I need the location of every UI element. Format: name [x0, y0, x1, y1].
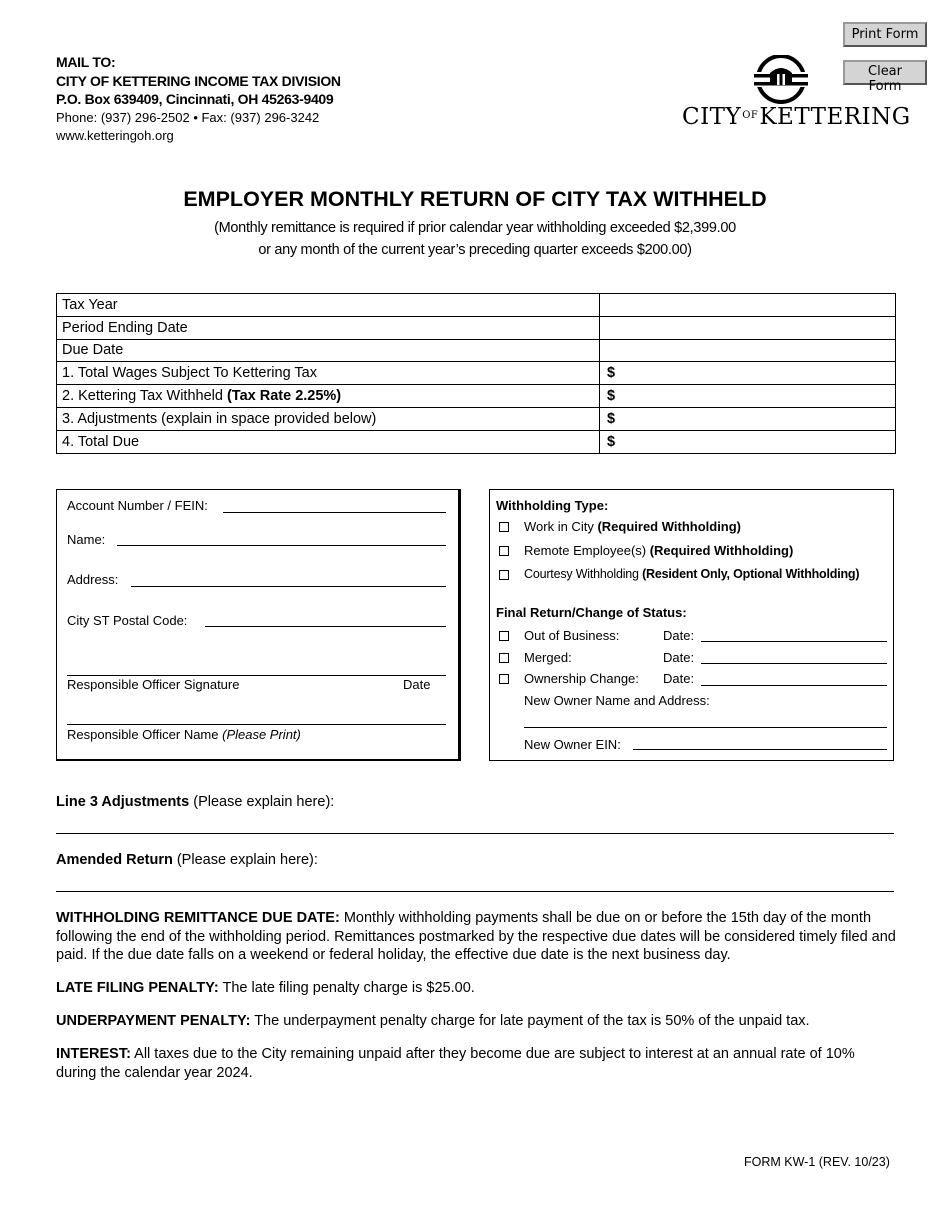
logo-city: CITY [682, 104, 742, 130]
row-label: 4. Total Due [57, 430, 600, 453]
out-of-business-checkbox[interactable] [499, 631, 509, 641]
remittance-due-date-note: WITHHOLDING REMITTANCE DUE DATE: Monthly withholding payments shall be due on or before the 15th day of the month following the end of the withholding period. Remittances postmarked by the respective due dates will be considered timely filed and paid. If the due date falls on a weekend or federal holiday, the effective due date is the next business day. [56, 910, 896, 963]
row-label: 2. Kettering Tax Withheld (Tax Rate 2.25%) [57, 385, 600, 408]
table-row [57, 362, 896, 385]
table-row [57, 316, 896, 339]
table-row [57, 385, 896, 408]
final-return-header: Final Return/Change of Status: [496, 605, 687, 620]
tax-summary-table [56, 293, 896, 454]
currency-sign: $ [607, 410, 616, 427]
city-input[interactable] [205, 626, 446, 627]
remote-employee-checkbox[interactable] [499, 546, 509, 556]
interest-note: INTEREST: All taxes due to the City remaining unpaid after they become due are subject to interest at an annual rate of 10% during the calendar year 2024. [56, 1046, 855, 1081]
amended-return-input[interactable] [56, 891, 894, 892]
mail-address: P.O. Box 639409, Cincinnati, OH 45263-9409 [56, 91, 334, 107]
signature-label: Responsible Officer Signature [67, 677, 240, 692]
logo-kettering: KETTERING [759, 104, 911, 130]
clear-form-button[interactable]: Clear Form [843, 60, 927, 85]
row-label: Due Date [57, 339, 600, 362]
ownership-change-date-label: Date: [663, 671, 695, 686]
currency-sign: $ [607, 365, 616, 382]
underpayment-penalty-note: UNDERPAYMENT PENALTY: The underpayment penalty charge for late payment of the tax is 50% of the unpaid tax. [56, 1013, 810, 1029]
remote-employee-label: Remote Employee(s) (Required Withholding) [524, 543, 794, 558]
period-ending-input[interactable] [600, 316, 896, 339]
merged-date-input[interactable] [701, 663, 887, 664]
row-label: 1. Total Wages Subject To Kettering Tax [57, 362, 600, 385]
officer-name-input[interactable] [67, 724, 446, 725]
line3-adjustments-input[interactable] [56, 833, 894, 834]
work-in-city-checkbox[interactable] [499, 522, 509, 532]
total-wages-input[interactable] [600, 362, 896, 385]
withholding-type-header: Withholding Type: [496, 498, 609, 513]
mail-to-block [56, 53, 341, 146]
name-input[interactable] [117, 545, 446, 546]
city-label: City ST Postal Code: [67, 613, 188, 628]
mail-org: CITY OF KETTERING INCOME TAX DIVISION [56, 72, 341, 89]
withholding-status-box [489, 489, 894, 761]
late-filing-penalty-note: LATE FILING PENALTY: The late filing penalty charge is $25.00. [56, 980, 475, 996]
mail-phone: Phone: (937) 296-2502 • Fax: (937) 296-3242 [56, 109, 320, 125]
name-label: Name: [67, 532, 106, 547]
table-row [57, 407, 896, 430]
courtesy-withholding-label: Courtesy Withholding (Resident Only, Optional Withholding) [524, 567, 860, 581]
adjustments-input[interactable] [600, 407, 896, 430]
page-title: EMPLOYER MONTHLY RETURN OF CITY TAX WITHHELD [183, 187, 767, 211]
signature-date-label: Date [403, 677, 431, 692]
merged-checkbox[interactable] [499, 653, 509, 663]
tax-year-input[interactable] [600, 294, 896, 317]
ownership-change-date-input[interactable] [701, 685, 887, 686]
new-owner-label: New Owner Name and Address: [524, 693, 710, 708]
table-row [57, 430, 896, 453]
mail-to-label: MAIL TO: [56, 54, 116, 70]
merged-label: Merged: [524, 650, 572, 665]
courtesy-withholding-checkbox[interactable] [499, 570, 509, 580]
employer-info-box [56, 489, 461, 761]
ownership-change-checkbox[interactable] [499, 674, 509, 684]
account-label: Account Number / FEIN: [67, 498, 208, 513]
form-id: FORM KW-1 (REV. 10/23) [744, 1155, 890, 1169]
new-owner-input[interactable] [524, 727, 887, 728]
tax-withheld-input[interactable] [600, 385, 896, 408]
address-input[interactable] [131, 586, 446, 587]
line3-adjustments-label: Line 3 Adjustments (Please explain here): [56, 794, 335, 810]
kettering-emblem-icon [680, 55, 875, 105]
out-of-business-date-input[interactable] [701, 641, 887, 642]
ownership-change-label: Ownership Change: [524, 671, 639, 686]
due-date-input[interactable] [600, 339, 896, 362]
subtitle-line-2: or any month of the current year’s preceding quarter exceeds $200.00) [258, 242, 692, 258]
address-label: Address: [67, 572, 119, 587]
new-owner-ein-label: New Owner EIN: [524, 737, 621, 752]
work-in-city-label: Work in City (Required Withholding) [524, 519, 742, 534]
row-label: 3. Adjustments (explain in space provided below) [57, 407, 600, 430]
new-owner-ein-input[interactable] [633, 749, 887, 750]
mail-website: www.ketteringoh.org [56, 128, 174, 143]
amended-return-label: Amended Return (Please explain here): [56, 852, 318, 868]
out-of-business-label: Out of Business: [524, 628, 620, 643]
print-form-button[interactable]: Print Form [843, 22, 927, 47]
total-due-input[interactable] [600, 430, 896, 453]
row-label: Period Ending Date [57, 316, 600, 339]
officer-name-label: Responsible Officer Name (Please Print) [67, 727, 301, 742]
account-input[interactable] [223, 512, 446, 513]
currency-sign: $ [607, 388, 616, 405]
merged-date-label: Date: [663, 650, 695, 665]
row-label: Tax Year [57, 294, 600, 317]
out-of-business-date-label: Date: [663, 628, 695, 643]
table-row [57, 294, 896, 317]
logo-of: OF [742, 110, 759, 121]
signature-input[interactable] [67, 675, 446, 676]
subtitle-line-1: (Monthly remittance is required if prior calendar year withholding exceeded $2,399.00 [214, 220, 736, 236]
table-row [57, 339, 896, 362]
currency-sign: $ [607, 433, 616, 450]
